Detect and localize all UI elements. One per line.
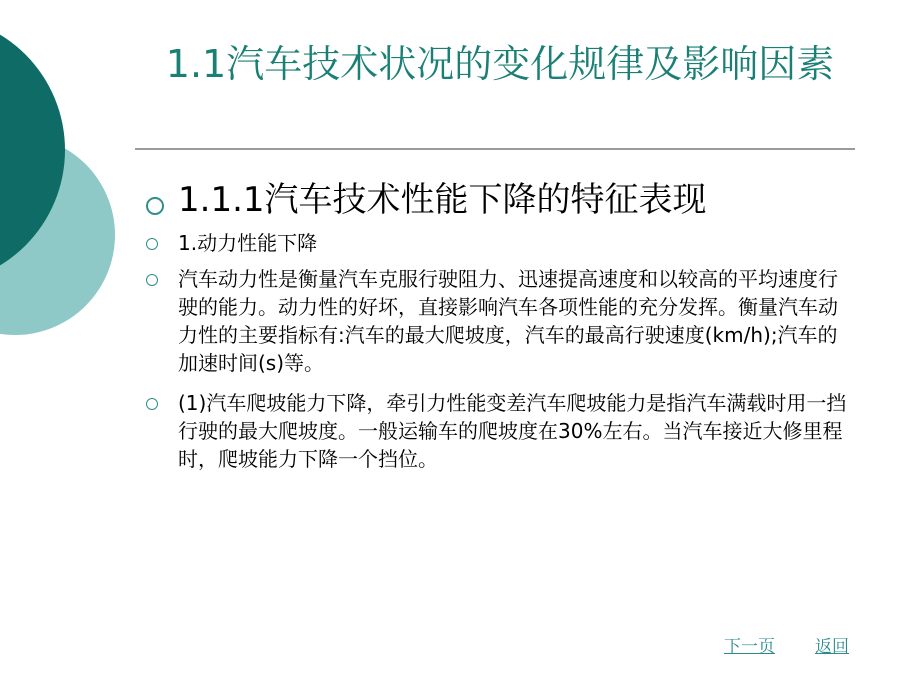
next-page-link[interactable]: 下一页 xyxy=(724,637,775,657)
bullet-circle-icon xyxy=(146,197,164,215)
bullet-circle-icon xyxy=(146,398,158,410)
back-link[interactable]: 返回 xyxy=(815,637,849,657)
bullet-text: 1.动力性能下降 xyxy=(178,231,318,255)
bullet-item-definition xyxy=(140,265,850,377)
slide-title: 1.1汽车技术状况的变化规律及影响因素 xyxy=(165,42,835,86)
bullet-item-climbing xyxy=(140,389,850,473)
bullet-circle-icon xyxy=(146,238,158,250)
bullet-circle-icon xyxy=(146,274,158,286)
bullet-item-heading xyxy=(140,175,850,225)
bullet-item-subheading xyxy=(140,229,850,257)
title-divider xyxy=(135,148,855,150)
bullet-text: 1.1.1汽车技术性能下降的特征表现 xyxy=(178,180,707,220)
bullet-text: (1)汽车爬坡能力下降，牵引力性能变差汽车爬坡能力是指汽车满载时用一挡行驶的最大爬坡度。一般运输车的爬坡度在30%左右。当汽车接近大修里程时，爬坡能力下降一个挡位。 xyxy=(178,391,847,471)
bullet-text: 汽车动力性是衡量汽车克服行驶阻力、迅速提高速度和以较高的平均速度行驶的能力。动力性的好坏，直接影响汽车各项性能的充分发挥。衡量汽车动力性的主要指标有:汽车的最大爬坡度，汽车的最高行驶速度(km/h);汽车的加速时间(s)等。 xyxy=(178,267,838,375)
bullet-list xyxy=(140,175,850,473)
